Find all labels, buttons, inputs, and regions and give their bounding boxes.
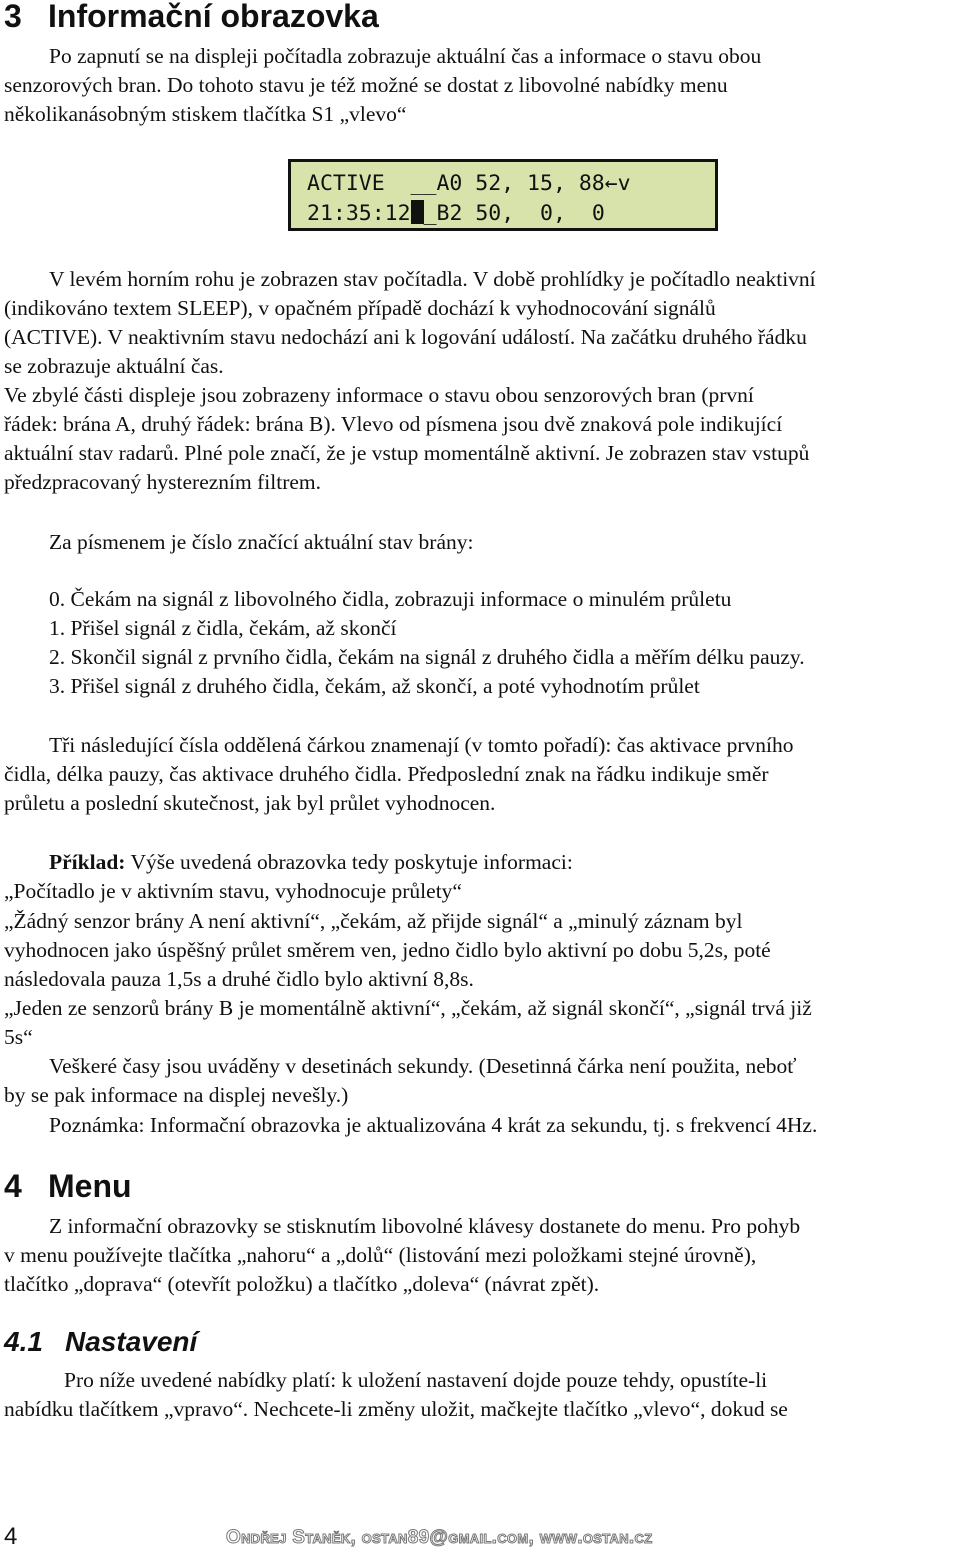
para3-line-1: Tři následující čísla oddělená čárkou znamenají (v tomto pořadí): čas aktivace prvního [49,733,794,757]
state-3 [4,674,700,699]
para1-line-3: (ACTIVE). V neaktivním stavu nedochází ani k logování událostí. Na začátku druhého řádku [4,325,807,349]
example-line-2: „Žádný senzor brány A není aktivní“, „čekám, až přijde signál“ a „minulý záznam byl [4,909,743,933]
state-1-text: Přišel signál z čidla, čekám, až skončí [70,616,397,640]
para3-line-2: čidla, délka pauzy, čas aktivace druhého čidla. Předposlední znak na řádku indikuje směr [4,762,769,786]
intro-line-3: několikanásobným stiskem tlačítka S1 „vlevo“ [4,102,407,126]
section-4-1-heading [4,1328,197,1356]
menu-para-line-2: v menu používejte tlačítka „nahoru“ a „dolů“ (listování mezi položkami stejné úrovně), [4,1243,757,1267]
state-3-num: 3. [49,674,66,698]
section-3-number: 3 [4,0,22,34]
example-line-3: vyhodnocen jako úspěšný průlet směrem ven, jedno čidlo bylo aktivní po dobu 5,2s, poté [4,938,771,962]
state-3-text: Přišel signál z druhého čidla, čekám, až skončí, a poté vyhodnotím průlet [70,674,700,698]
lcd-line-2 [307,199,715,229]
lcd-gate-b: _B2 50, 0, 0 [423,201,605,226]
example-line-4: následovala pauza 1,5s a druhé čidlo bylo aktivní 8,8s. [4,967,474,991]
section-3-title: Informační obrazovka [48,0,379,34]
example-line-5: „Jeden ze senzorů brány B je momentálně aktivní“, „čekám, až signál skončí“, „signál trvá již [4,996,812,1020]
section-4-1-title: Nastavení [65,1326,198,1357]
state-2-num: 2. [49,645,66,669]
state-1-num: 1. [49,616,66,640]
lcd-line-1: ACTIVE __A0 52, 15, 88←v [307,171,631,196]
para1-line-2: (indikováno textem SLEEP), v opačném případě dochází k vyhodnocování signálů [4,296,716,320]
para2-line-2: řádek: brána A, druhý řádek: brána B). Vlevo od písmena jsou dvě znaková pole indikující [4,412,783,436]
para2-line-1: Ve zbylé části displeje jsou zobrazeny informace o stavu obou senzorových bran (první [4,383,754,407]
section-4-title: Menu [48,1168,132,1204]
state-2-text: Skončil signál z prvního čidla, čekám na signál z druhého čidla a měřím délku pauzy. [70,645,805,669]
section-4-heading [4,1170,132,1202]
state-1 [4,616,396,641]
example-label: Příklad: [49,850,126,874]
example-rest: Výše uvedená obrazovka tedy poskytuje informaci: [125,850,573,874]
times-note-line-1: Veškeré časy jsou uváděny v desetinách sekundy. (Desetinná čárka není použita, neboť [49,1054,797,1078]
settings-para-line-2: nabídku tlačítkem „vpravo“. Nechcete-li změny uložit, mačkejte tlačítko „vlevo“, dokud se [4,1397,788,1421]
lcd-display [288,159,718,231]
page-number: 4 [4,1523,18,1550]
section-3-heading [4,0,379,32]
state-0-text: Čekám na signál z libovolného čidla, zobrazuji informace o minulém průletu [70,587,732,611]
state-0-num: 0. [49,587,66,611]
lcd-time: 21:35:12 [307,201,411,226]
para1-line-1: V levém horním rohu je zobrazen stav počítadla. V době prohlídky je počítadlo neaktivní [49,267,816,291]
intro-line-1: Po zapnutí se na displeji počítadla zobrazuje aktuální čas a informace o stavu obou [49,44,762,68]
menu-para-line-3: tlačítko „doprava“ (otevřít položku) a tlačítko „doleva“ (návrat zpět). [4,1272,600,1296]
remark: Poznámka: Informační obrazovka je aktualizována 4 krát za sekundu, tj. s frekvencí 4Hz. [49,1113,818,1137]
section-4-1-number: 4.1 [4,1326,43,1357]
example-line-6: 5s“ [4,1025,33,1049]
lcd-active-block [411,200,424,224]
example-heading [4,850,573,875]
settings-para-line-1: Pro níže uvedené nabídky platí: k uložení nastavení dojde pouze tehdy, opustíte-li [64,1368,768,1392]
times-note-line-2: by se pak informace na displej nevešly.) [4,1083,349,1107]
example-line-1: „Počítadlo je v aktivním stavu, vyhodnocuje průlety“ [4,879,462,903]
state-0 [4,587,731,612]
state-2 [4,645,805,670]
para2-line-3: aktuální stav radarů. Plné pole značí, že je vstup momentálně aktivní. Je zobrazen stav vstupů [4,441,810,465]
para1-line-4: se zobrazuje aktuální čas. [4,354,224,378]
footer-author: Ondřej Staněk, ostan89@gmail.com, www.ostan.cz [226,1527,653,1548]
para3-line-3: průletu a poslední skutečnost, jak byl průlet vyhodnocen. [4,791,496,815]
intro-line-2: senzorových bran. Do tohoto stavu je též možné se dostat z libovolné nabídky menu [4,73,728,97]
states-intro: Za písmenem je číslo značící aktuální stav brány: [49,530,474,554]
para2-line-4: předzpracovaný hysterezním filtrem. [4,470,321,494]
section-4-number: 4 [4,1168,22,1204]
menu-para-line-1: Z informační obrazovky se stisknutím libovolné klávesy dostanete do menu. Pro pohyb [49,1214,801,1238]
